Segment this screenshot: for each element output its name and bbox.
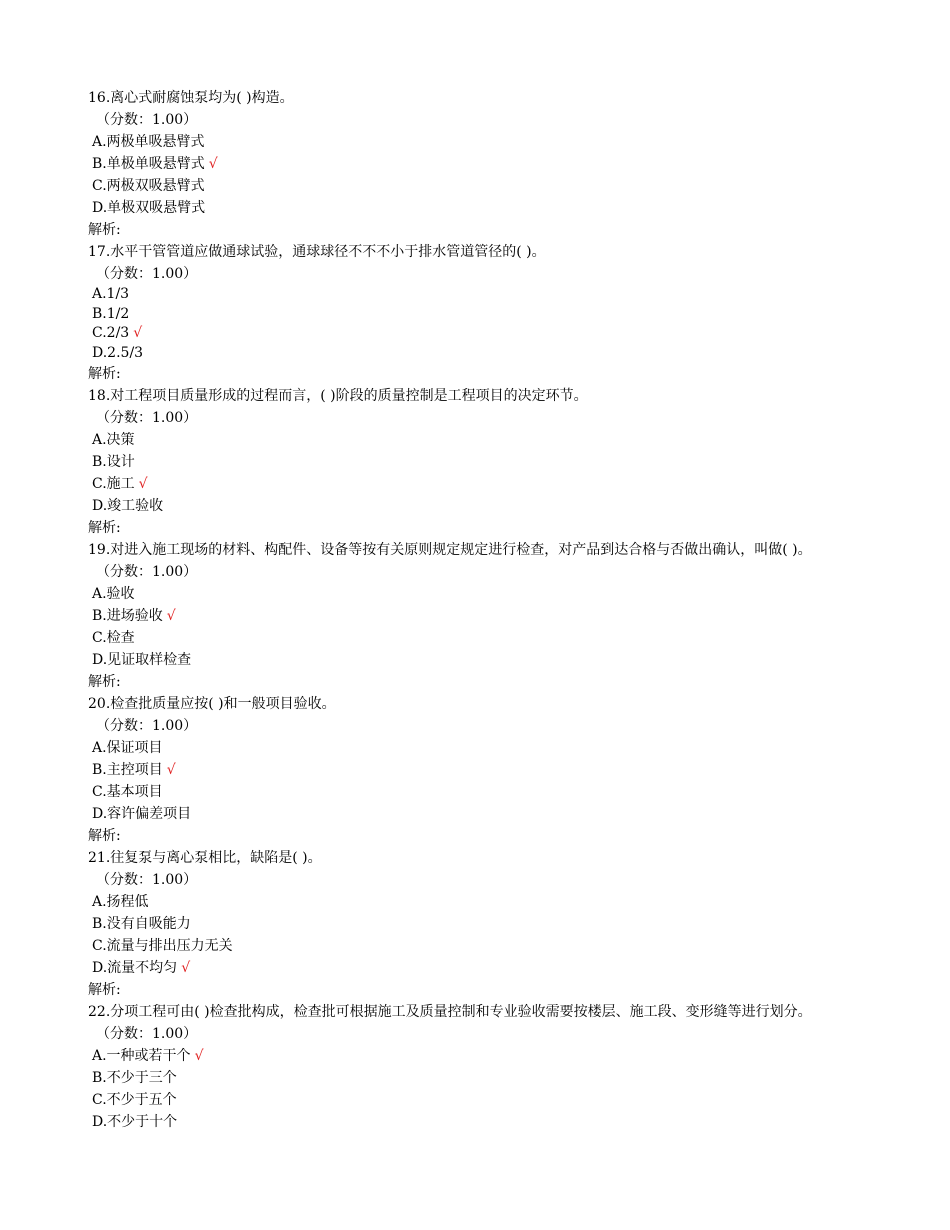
answer-option-label: B.主控项目 xyxy=(92,762,163,778)
question-block xyxy=(88,539,938,693)
analysis-label: 解析: xyxy=(88,982,121,998)
question-stem: 17.水平干管管道应做通球试验，通球球径不不不小于排水管道管径的( )。 xyxy=(88,244,546,260)
question-block xyxy=(88,87,938,241)
answer-option[interactable] xyxy=(88,605,938,627)
answer-option-label: A.1/3 xyxy=(92,286,130,302)
answer-option-label: D.流量不均匀 xyxy=(92,960,178,976)
answer-option[interactable] xyxy=(88,495,938,517)
answer-option-label: B.1/2 xyxy=(92,305,130,322)
question-block xyxy=(88,847,938,1001)
answer-option[interactable] xyxy=(88,957,938,979)
question-score: （分数：1.00） xyxy=(96,718,198,734)
answer-option[interactable] xyxy=(88,429,938,451)
question-score: （分数：1.00） xyxy=(96,112,198,128)
answer-option[interactable] xyxy=(88,451,938,473)
question-block xyxy=(88,241,938,385)
answer-option-label: C.基本项目 xyxy=(92,784,163,800)
question-block xyxy=(88,1001,938,1133)
question-block xyxy=(88,385,938,539)
answer-option[interactable] xyxy=(88,627,938,649)
answer-option-label: B.进场验收 xyxy=(92,608,163,624)
answer-option-label: A.保证项目 xyxy=(92,740,163,756)
answer-option[interactable] xyxy=(88,803,938,825)
correct-check-icon: √ xyxy=(166,608,176,624)
analysis-label: 解析: xyxy=(88,828,121,844)
answer-option[interactable] xyxy=(88,781,938,803)
answer-option-label: C.施工 xyxy=(92,476,135,492)
answer-option-label: A.验收 xyxy=(92,586,135,602)
analysis-label: 解析: xyxy=(88,520,121,536)
answer-option[interactable] xyxy=(88,1111,938,1133)
question-score: （分数：1.00） xyxy=(96,1026,198,1042)
answer-option[interactable] xyxy=(88,1067,938,1089)
answer-option[interactable] xyxy=(88,131,938,153)
answer-option-label: A.两极单吸悬臂式 xyxy=(92,134,205,150)
answer-option-label: C.检查 xyxy=(92,630,135,646)
answer-option-label: D.竣工验收 xyxy=(92,498,164,514)
question-stem: 20.检查批质量应按( )和一般项目验收。 xyxy=(88,696,336,712)
answer-option-label: D.单极双吸悬臂式 xyxy=(92,200,206,216)
answer-option[interactable] xyxy=(88,175,938,197)
correct-check-icon: √ xyxy=(181,960,191,976)
answer-option[interactable] xyxy=(88,305,938,325)
answer-option-label: B.设计 xyxy=(92,454,135,470)
question-stem: 18.对工程项目质量形成的过程而言，( )阶段的质量控制是工程项目的决定环节。 xyxy=(88,388,588,404)
answer-option[interactable] xyxy=(88,1089,938,1111)
question-score: （分数：1.00） xyxy=(96,266,198,282)
answer-option-label: B.单极单吸悬臂式 xyxy=(92,156,205,172)
answer-option-label: D.不少于十个 xyxy=(92,1114,178,1130)
answer-option-label: C.流量与排出压力无关 xyxy=(92,938,233,954)
answer-option[interactable] xyxy=(88,891,938,913)
correct-check-icon: √ xyxy=(138,476,148,492)
answer-option-label: A.决策 xyxy=(92,432,135,448)
question-block xyxy=(88,693,938,847)
answer-option[interactable] xyxy=(88,913,938,935)
analysis-label: 解析: xyxy=(88,674,121,690)
answer-option[interactable] xyxy=(88,649,938,671)
correct-check-icon: √ xyxy=(208,156,218,172)
answer-option[interactable] xyxy=(88,935,938,957)
correct-check-icon: √ xyxy=(166,762,176,778)
question-score: （分数：1.00） xyxy=(96,564,198,580)
answer-option[interactable] xyxy=(88,324,938,344)
answer-option[interactable] xyxy=(88,197,938,219)
question-stem: 22.分项工程可由( )检查批构成，检查批可根据施工及质量控制和专业验收需要按楼层、施工段、变形缝等进行划分。 xyxy=(88,1004,812,1020)
answer-option-label: C.不少于五个 xyxy=(92,1092,177,1108)
answer-option[interactable] xyxy=(88,344,938,364)
analysis-label: 解析: xyxy=(88,222,121,238)
question-stem: 16.离心式耐腐蚀泵均为( )构造。 xyxy=(88,90,294,106)
answer-option-label: D.容许偏差项目 xyxy=(92,806,192,822)
answer-option[interactable] xyxy=(88,473,938,495)
answer-option-label: D.2.5/3 xyxy=(92,344,144,361)
answer-option-label: B.没有自吸能力 xyxy=(92,916,191,932)
answer-option-label: A.一种或若干个 xyxy=(92,1048,191,1064)
answer-option-label: C.两极双吸悬臂式 xyxy=(92,178,205,194)
answer-option-label: C.2/3 xyxy=(92,325,130,341)
answer-option[interactable] xyxy=(88,583,938,605)
answer-option[interactable] xyxy=(88,1045,938,1067)
answer-option-label: A.扬程低 xyxy=(92,894,149,910)
question-score: （分数：1.00） xyxy=(96,872,198,888)
answer-option[interactable] xyxy=(88,759,938,781)
question-document xyxy=(88,87,938,1133)
answer-option-label: B.不少于三个 xyxy=(92,1070,177,1086)
question-stem: 21.往复泵与离心泵相比，缺陷是( )。 xyxy=(88,850,322,866)
answer-option[interactable] xyxy=(88,153,938,175)
correct-check-icon: √ xyxy=(194,1048,204,1064)
analysis-label: 解析: xyxy=(88,366,121,382)
question-stem: 19.对进入施工现场的材料、构配件、设备等按有关原则规定规定进行检查，对产品到达合格与否做出确认，叫做( )。 xyxy=(88,542,812,558)
answer-option-label: D.见证取样检查 xyxy=(92,652,192,668)
question-score: （分数：1.00） xyxy=(96,410,198,426)
correct-check-icon: √ xyxy=(133,325,143,341)
answer-option[interactable] xyxy=(88,737,938,759)
answer-option[interactable] xyxy=(88,285,938,305)
